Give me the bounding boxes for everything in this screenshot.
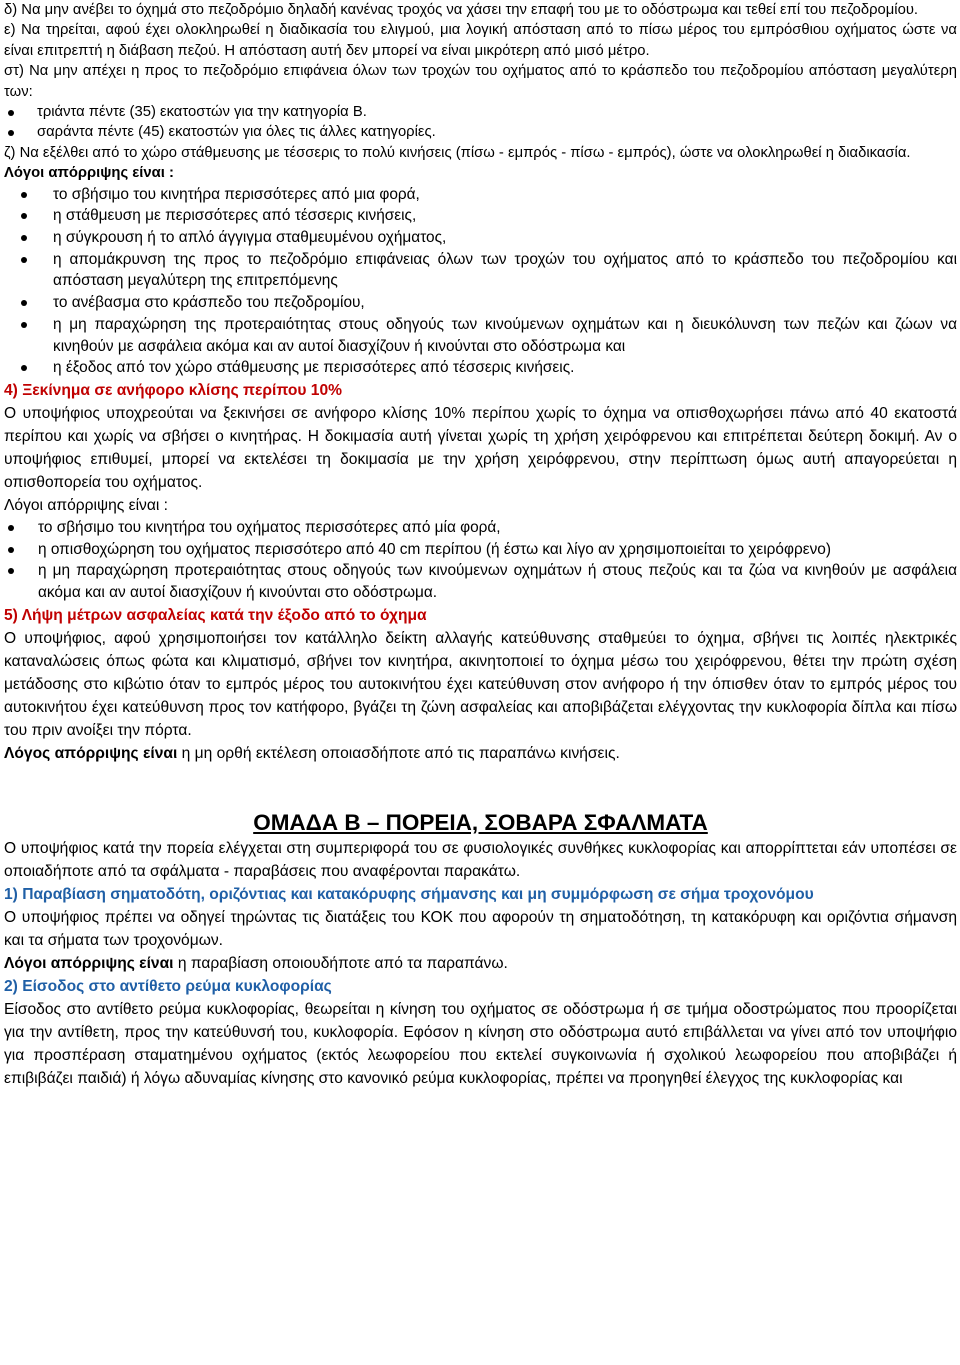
distance-list — [4, 102, 957, 143]
item-1-paragraph: Ο υποψήφιος πρέπει να οδηγεί τηρώντας τις διατάξεις του ΚΟΚ που αφορούν τη σηματοδότηση, τη κατακόρυφη και οριζόντια σήμανση και τα σήματα των τροχονόμων. — [4, 908, 957, 949]
item-2-paragraph: Είσοδος στο αντίθετο ρεύμα κυκλοφορίας, θεωρείται η κίνηση του οχήματος σε οδόστρωμα ή σε τμήμα οδοστρώματος που προορίζεται για την αντίθετη, προς την κατεύθυνσή του, κυκλοφορία. Εφόσον η κίνηση στο οδόστρωμα αυτό επιβάλλεται να γίνει από τον υποψήφιο για προσπέραση σταματημένου οχήματος (εκτός λεωφορείου που εκτελεί συγκοινωνία ή σχολικού λεωφορείου που αποβιβάζει ή επιβιβάζει παιδιά) ή λόγω αδυναμίας κίνησης στο κανονικό ρεύμα κυκλοφορίας, πρέπει να προηγηθεί έλεγχος της κυκλοφορίας και — [4, 1000, 957, 1087]
list-item: η απομάκρυνση της προς το πεζοδρόμιο επιφάνειας όλων των τροχών του οχήματος από το κράσπεδο του πεζοδρομίου και απόσταση μεγαλύτερη της επιτρεπόμενης — [4, 249, 957, 292]
list-item: η μη παραχώρηση της προτεραιότητας στους οδηγούς των κινούμενων οχημάτων και η διευκόλυνση των πεζών και ζώων να κινηθούν με ασφάλεια ακόμα και αν αυτοί διασχίζουν ή κινούνται στο οδόστρωμα και — [4, 314, 957, 357]
list-item: η οπισθοχώρηση του οχήματος περισσότερο από 40 cm περίπου (ή έστω και λίγο αν χρησιμοποιείται το χειρόφρενο) — [4, 539, 957, 561]
list-item: το ανέβασμα στο κράσπεδο του πεζοδρομίου, — [4, 292, 957, 314]
list-item: τριάντα πέντε (35) εκατοστών για την κατηγορία Β. — [4, 102, 957, 122]
section-4-reasons-label: Λόγοι απόρριψης είναι : — [4, 496, 169, 514]
section-5-paragraph: Ο υποψήφιος, αφού χρησιμοποιήσει τον κατάλληλο δείκτη αλλαγής κατεύθυνσης σταθμεύει το όχημα, σβήνει τις λοιπές ηλεκτρικές καταναλώσεις όπως φώτα και κλιματισμό, σβήνει τον κινητήρα, ακινητοποιεί το όχημα μέσω του χειρόφρενου, θέτει την πρώτη σχέση μετάδοσης στο κιβώτιο όταν το εμπρός μέρος του αυτοκινήτου έχει κατεύθυνση στον ανήφορο ή την όπισθεν όταν το εμπρός μέρος του αυτοκινήτου έχει κατεύθυνση προς τον κατήφορο, βγάζει τη ζώνη ασφαλείας και αποβιβάζεται ελέγχοντας την κυκλοφορία δίπλα και πίσω του πριν ανοίξει την πόρτα. — [4, 629, 957, 739]
list-item: η έξοδος από τον χώρο στάθμευσης με περισσότερες από τέσσερις κινήσεις. — [4, 357, 957, 379]
list-item: σαράντα πέντε (45) εκατοστών για όλες τις άλλες κατηγορίες. — [4, 122, 957, 142]
group-b-intro: Ο υποψήφιος κατά την πορεία ελέγχεται στη συμπεριφορά του σε φυσιολογικές συνθήκες κυκλοφορίας και απορρίπτεται εάν υποπέσει σε οποιαδήποτε από τα σφάλματα - παραβάσεις που αναφέρονται παρακάτω. — [4, 839, 957, 880]
section-4-heading: 4) Ξεκίνημα σε ανήφορο κλίσης περίπου 10% — [4, 381, 342, 399]
group-b-title: ΟΜΑΔΑ Β – ΠΟΡΕΙΑ, ΣΟΒΑΡΑ ΣΦΑΛΜΑΤΑ — [253, 809, 708, 835]
section-4-reasons-list — [4, 517, 957, 604]
reason-text: η παραβίαση οποιουδήποτε από τα παραπάνω. — [173, 954, 508, 972]
paragraph-d: δ) Να μην ανέβει το όχημά στο πεζοδρόμιο δηλαδή κανένας τροχός να χάσει την επαφή του με το οδόστρωμα και τεθεί επί του πεζοδρομίου. — [4, 2, 919, 18]
list-item: η μη παραχώρηση προτεραιότητας στους οδηγούς των κινούμενων οχημάτων ή στους πεζούς και τα ζώα να κινηθούν με ασφάλεια ακόμα και αν αυτοί διασχίζουν ή κινούνται στο οδόστρωμα. — [4, 560, 957, 603]
list-item: το σβήσιμο του κινητήρα του οχήματος περισσότερες από μία φορά, — [4, 517, 957, 539]
paragraph-e: ε) Να τηρείται, αφού έχει ολοκληρωθεί η διαδικασία του ελιγμού, μια λογική απόσταση από το πίσω μέρος του εμπρόσθιου οχήματος ώστε να είναι επιτρεπτή η διάβαση πεζού. Η απόσταση αυτή δεν μπορεί να είναι μικρότερη από μισό μέτρο. — [4, 22, 957, 59]
section-5-reason — [4, 742, 957, 765]
section-4-paragraph: Ο υποψήφιος υποχρεούται να ξεκινήσει σε ανήφορο κλίσης 10% περίπου χωρίς το όχημα να οπισθοχωρήσει πάνω από 40 εκατοστά περίπου και χωρίς να σβήσει ο κινητήρας. Η δοκιμασία αυτή γίνεται χωρίς τη χρήση χειρόφρενου και επιτρέπεται δεύτερη δοκιμή. Αν ο υποψήφιος επιθυμεί, μπορεί να εκτελέσει τη δοκιμασία με την χρήση χειρόφρενου, στην περίπτωση όμως αυτή απαγορεύεται η οπισθοπορεία του οχήματος. — [4, 404, 957, 491]
item-1-reason — [4, 952, 957, 975]
paragraph-st: στ) Να μην απέχει η προς το πεζοδρόμιο επιφάνεια όλων των τροχών του οχήματος από το κράσπεδο του πεζοδρομίου απόσταση μεγαλύτερη των: — [4, 63, 957, 100]
list-item: η σύγκρουση ή το απλό άγγιγμα σταθμευμένου οχήματος, — [4, 227, 957, 249]
item-2-heading: 2) Είσοδος στο αντίθετο ρεύμα κυκλοφορίας — [4, 977, 332, 995]
reason-label: Λόγοι απόρριψης είναι — [4, 954, 174, 972]
section-5-heading: 5) Λήψη μέτρων ασφαλείας κατά την έξοδο από το όχημα — [4, 606, 427, 624]
list-item: η στάθμευση με περισσότερες από τέσσερις κινήσεις, — [4, 205, 957, 227]
rejection-reasons-label: Λόγοι απόρριψης είναι : — [4, 165, 174, 182]
spacer — [4, 765, 957, 808]
reason-label: Λόγος απόρριψης είναι — [4, 744, 178, 762]
rejection-reasons-list — [4, 184, 957, 379]
item-1-heading: 1) Παραβίαση σηματοδότη, οριζόντιας και κατακόρυφης σήμανσης και μη συμμόρφωση σε σήμα τροχονόμου — [4, 885, 814, 903]
paragraph-z: ζ) Να εξέλθει από το χώρο στάθμευσης με τέσσερις το πολύ κινήσεις (πίσω - εμπρός - πίσω - εμπρός), ώστε να ολοκληρωθεί η διαδικασία. — [4, 144, 911, 161]
list-item: το σβήσιμο του κινητήρα περισσότερες από μια φορά, — [4, 184, 957, 206]
reason-text: η μη ορθή εκτέλεση οποιασδήποτε από τις παραπάνω κινήσεις. — [177, 744, 620, 762]
